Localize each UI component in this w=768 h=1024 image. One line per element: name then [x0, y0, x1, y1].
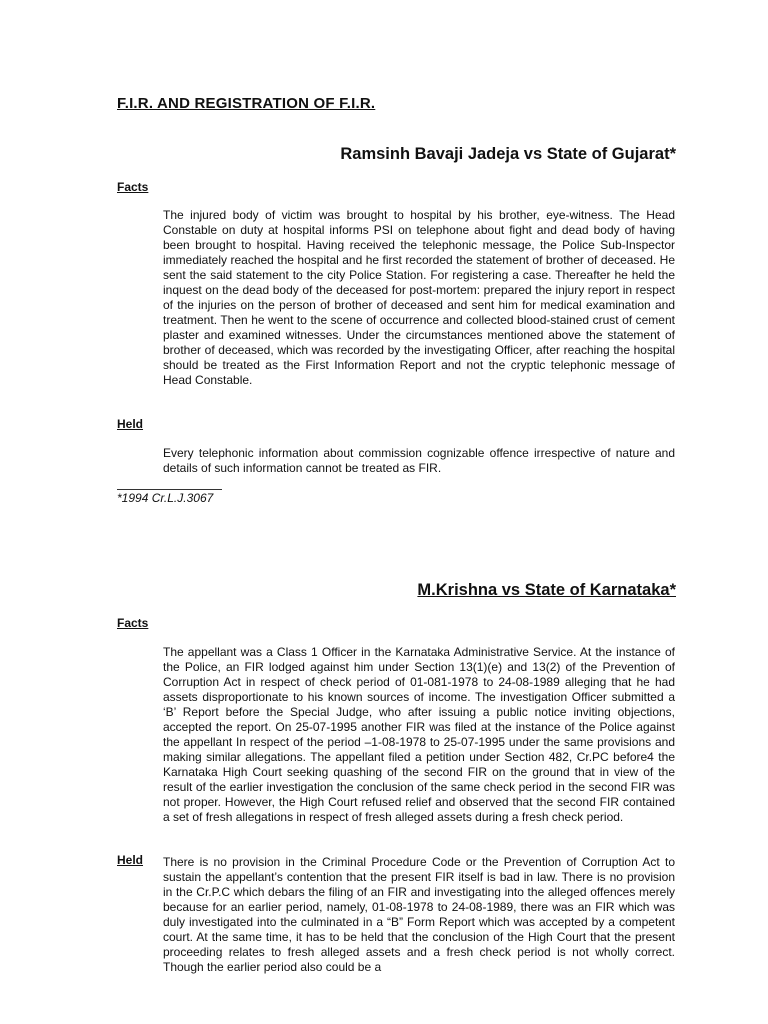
case-title-2: M.Krishna vs State of Karnataka*	[417, 581, 676, 599]
held-text-2: There is no provision in the Criminal Procedure Code or the Prevention of Corruption Act to sustain the appellant’s contention that the present FIR itself is bad in law. There is no provision in the Cr.P.C which debars the filing of an FIR and investigating into the alleged offences merely because for an earlier period, namely, 01-08-1978 to 24-08-1989, there was an FIR which was duly investigated into the culminated in a “B” Form Report which was accepted by a competent court. At the same time, it has to be held that the conclusion of the High Court that the present proceeding relates to fresh alleged assets and a fresh check period is not wholly correct. Though the earlier period also could be a	[163, 855, 675, 974]
facts-text-1: The injured body of victim was brought to hospital by his brother, eye-witness. The Head Constable on duty at hospital informs PSI on telephone about fight and dead body of having been brought to hospital. Having received the telephonic message, the Police Sub-Inspector immediately reached the hospital and he first recorded the statement of brother of deceased. He sent the said statement to the city Police Station. For registering a case. Thereafter he held the inquest on the dead body of the deceased for post-mortem: prepared the injury report in respect of the injuries on the person of brother of deceased and sent him for medical examination and treatment. Then he went to the scene of occurrence and collected blood-stained crust of cement plaster and examined witnesses. Under the circumstances mentioned above the statement of brother of deceased, which was recorded by the investigating Officer, after reaching the hospital should be treated as the First Information Report and not the cryptic telephonic message of Head Constable.	[163, 208, 675, 387]
facts-text-2: The appellant was a Class 1 Officer in the Karnataka Administrative Service. At the instance of the Police, an FIR lodged against him under Section 13(1)(e) and 13(2) of the Prevention of Corruption Act in respect of check period of 01-081-1978 to 24-08-1989 alleging that he had assets disproportionate to his known sources of income. The investigation Officer submitted a ‘B’ Report before the Special Judge, who after issuing a public notice inviting objections, accepted the report. On 25-07-1995 another FIR was filed at the instance of the Police against the appellant In respect of the period –1-08-1978 to 25-07-1995 under the same provisions and making similar allegations. The appellant filed a petition under Section 482, Cr.PC before4 the Karnataka High Court seeking quashing of the second FIR on the ground that in view of the result of the earlier investigation the conclusion of the same check period in the second FIR was not proper. However, the High Court refused relief and observed that the second FIR contained a set of fresh allegations in respect of fresh alleged assets during a fresh check period.	[163, 645, 675, 824]
held-label-1: Held	[117, 417, 144, 431]
held-text-1: Every telephonic information about commission cognizable offence irrespective of nature and details of such information cannot be treated as FIR.	[163, 446, 675, 475]
held-label-2: Held	[117, 853, 144, 867]
document-title: F.I.R. AND REGISTRATION OF F.I.R.	[117, 95, 376, 112]
facts-label-2: Facts	[117, 616, 149, 630]
case-title-1: Ramsinh Bavaji Jadeja vs State of Gujarat*	[340, 145, 676, 163]
footnote-citation: *1994 Cr.L.J.3067	[117, 489, 222, 505]
facts-label-1: Facts	[117, 180, 149, 194]
